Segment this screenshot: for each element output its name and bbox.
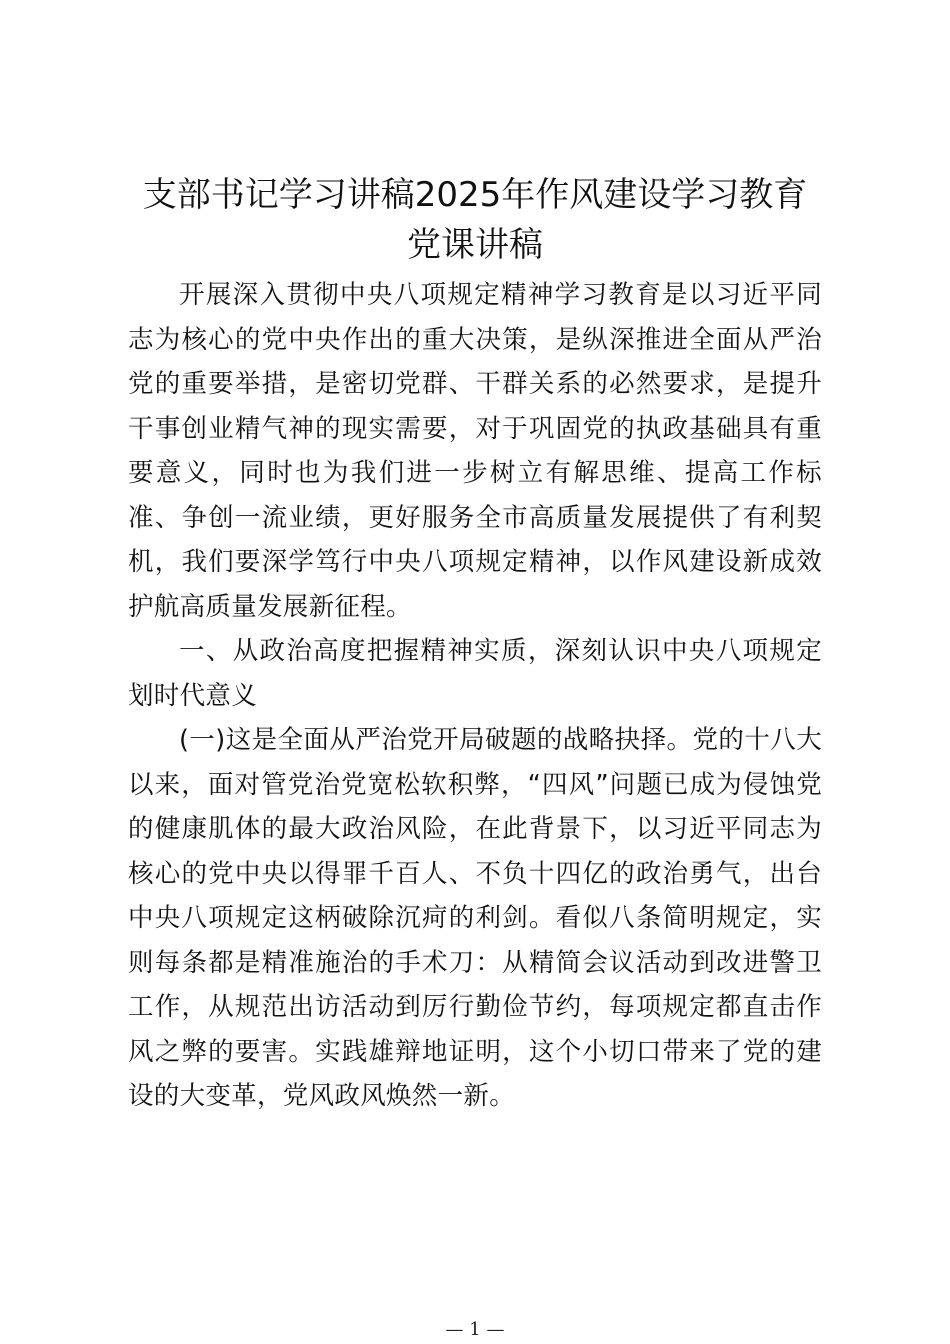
intro-paragraph: 开展深入贯彻中央八项规定精神学习教育是以习近平同志为核心的党中央作出的重大决策，是纵深推进全面从严治党的重要举措，是密切党群、干群关系的必然要求，是提升干事创业精气神的现实需要，对于巩固党的执政基础具有重要意义，同时也为我们进一步树立有解思维、提高工作标准、争创一流业绩，更好服务全市高质量发展提供了有利契机，我们要深学笃行中央八项规定精神，以作风建设新成效护航高质量发展新征程。 — [128, 280, 822, 622]
section-heading: 一、从政治高度把握精神实质，深刻认识中央八项规定划时代意义 — [128, 636, 822, 711]
document-title — [128, 170, 822, 270]
title-line-2: 党课讲稿 — [407, 225, 543, 265]
title-line-1: 支部书记学习讲稿2025年作风建设学习教育 — [142, 175, 808, 215]
page-number: — 1 — — [445, 1319, 505, 1340]
subsection-paragraph: (一)这是全面从严治党开局破题的战略抉择。党的十八大以来，面对管党治党宽松软积弊，“四风”问题已成为侵蚀党的健康肌体的最大政治风险，在此背景下，以习近平同志为核心的党中央以得罪千百人、不负十四亿的政治勇气，出台中央八项规定这柄破除沉疴的利剑。看似八条简明规定，实则每条都是精准施治的手术刀：从精简会议活动到改进警卫工作，从规范出访活动到厉行勤俭节约，每项规定都直击作风之弊的要害。实践雄辩地证明，这个小切口带来了党的建设的大变革，党风政风焕然一新。 — [128, 725, 822, 1111]
document-body — [128, 273, 822, 1119]
